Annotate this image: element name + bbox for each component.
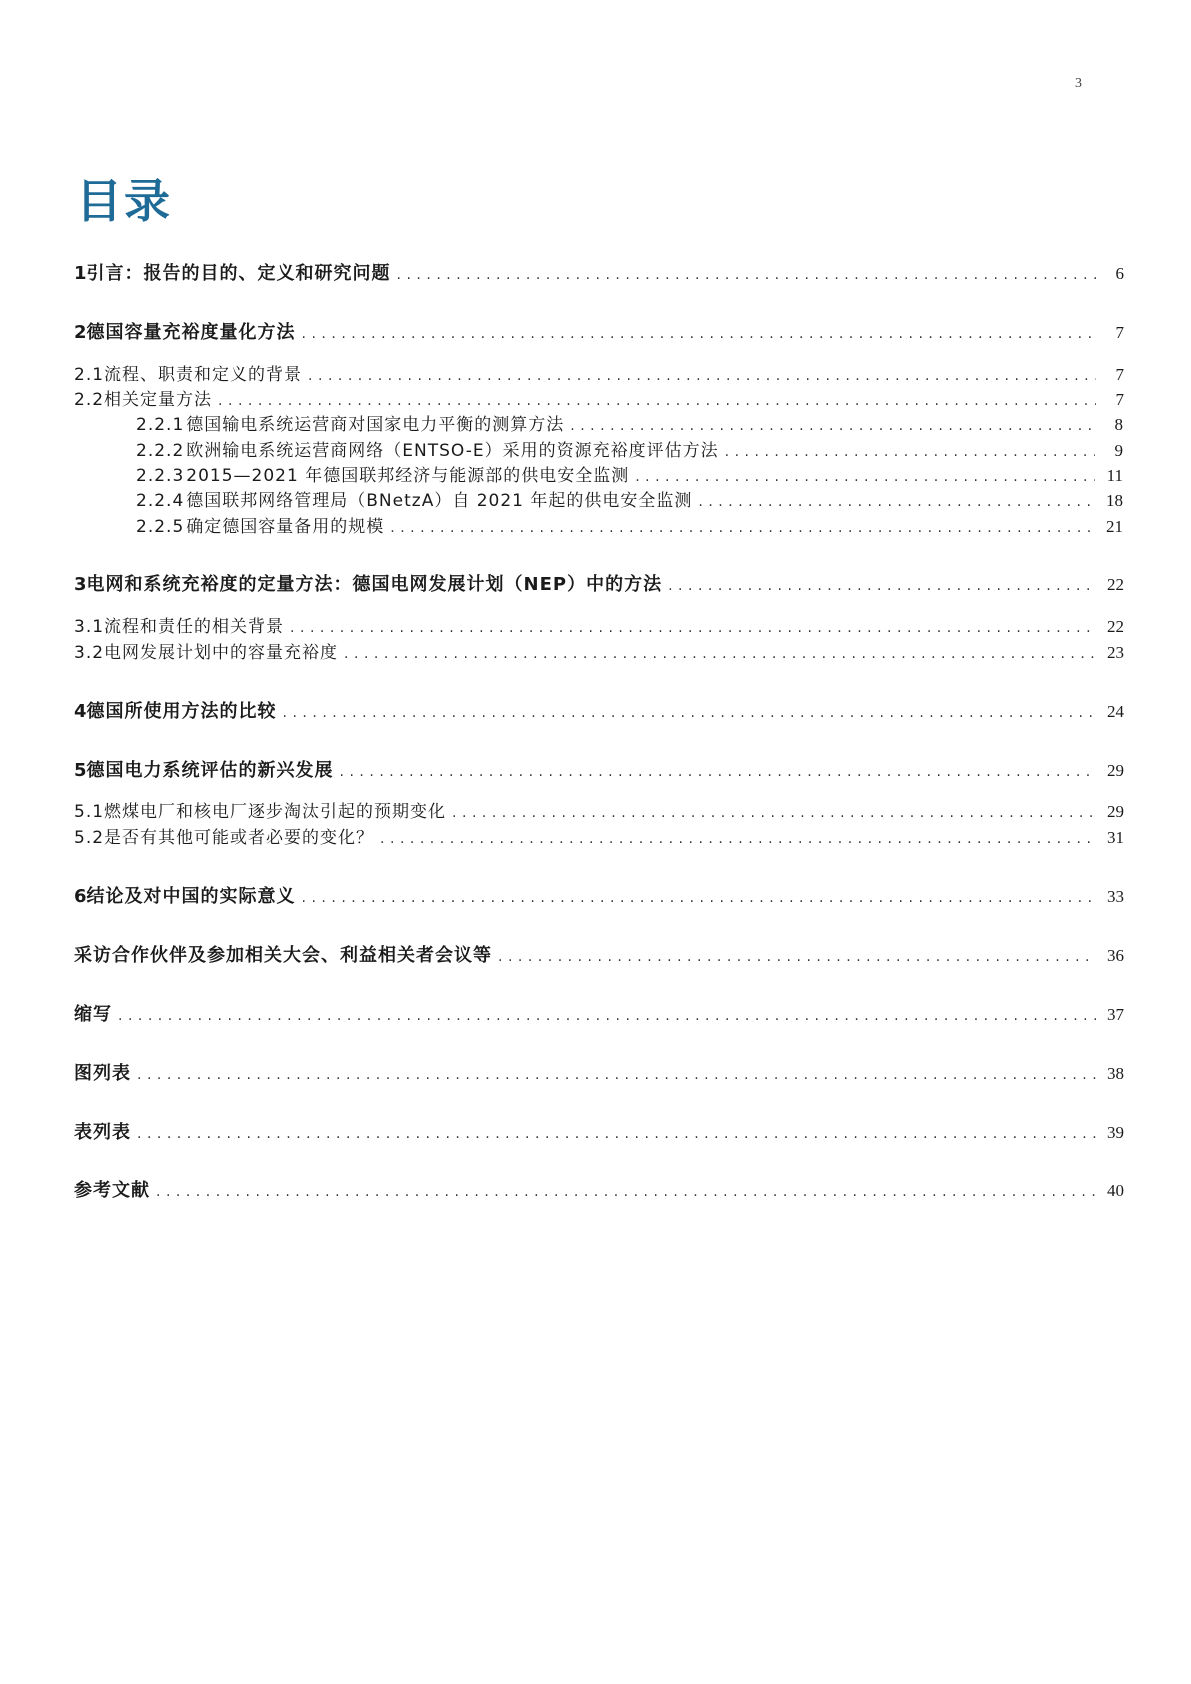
- toc-entry-page: 8: [1114, 415, 1123, 434]
- toc-entry[interactable]: [74, 886, 1124, 909]
- toc-entry[interactable]: [74, 945, 1124, 968]
- toc-entry-number: 4: [74, 701, 87, 722]
- toc-entry-title: 流程、职责和定义的背景: [104, 365, 303, 385]
- toc-entry-page: 38: [1107, 1064, 1124, 1083]
- toc-entry-page: 7: [1115, 365, 1124, 384]
- toc-entry[interactable]: [136, 440, 1123, 463]
- toc-entry[interactable]: [136, 516, 1123, 539]
- toc-entry[interactable]: [74, 1004, 1124, 1027]
- toc-entry-number: 2.2.4: [136, 491, 185, 511]
- dot-leader: [218, 390, 1096, 412]
- toc-entry-page: 11: [1106, 466, 1123, 485]
- toc-entry-page: 40: [1107, 1181, 1124, 1200]
- toc-entry[interactable]: [136, 490, 1123, 513]
- dot-leader: [156, 1181, 1096, 1203]
- toc-entry-title: 流程和责任的相关背景: [104, 617, 285, 637]
- toc-entry-title: 采访合作伙伴及参加相关大会、利益相关者会议等: [74, 945, 492, 966]
- toc-entry[interactable]: [74, 616, 1124, 639]
- toc-entry[interactable]: [74, 574, 1124, 597]
- dot-leader: [380, 828, 1096, 850]
- toc-entry-page: 22: [1107, 617, 1124, 636]
- toc-entry[interactable]: [74, 801, 1124, 824]
- toc-entry-title: 结论及对中国的实际意义: [86, 886, 296, 907]
- dot-leader: [137, 1123, 1096, 1145]
- toc-entry-page: 29: [1107, 761, 1124, 780]
- toc-entry-page: 24: [1107, 702, 1124, 721]
- dot-leader: [498, 946, 1096, 968]
- toc-entry-title: 电网发展计划中的容量充裕度: [104, 643, 339, 663]
- toc-entry-number: 5.1: [74, 802, 105, 822]
- dot-leader: [570, 415, 1095, 437]
- toc-entry-number: 2.1: [74, 365, 105, 385]
- toc-entry-page: 7: [1115, 390, 1124, 409]
- toc-entry[interactable]: [74, 827, 1124, 850]
- toc-entry-title: 德国输电系统运营商对国家电力平衡的测算方法: [186, 415, 565, 435]
- toc-entry[interactable]: [74, 642, 1124, 665]
- dot-leader: [290, 617, 1096, 639]
- toc-entry-number: 2.2: [74, 390, 105, 410]
- dot-leader: [635, 466, 1095, 488]
- toc-entry[interactable]: [74, 389, 1124, 412]
- toc-entry-title: 德国电力系统评估的新兴发展: [86, 760, 334, 781]
- toc-entry-title: 德国联邦网络管理局（BNetzA）自 2021 年起的供电安全监测: [186, 491, 693, 511]
- toc-entry-page: 9: [1114, 441, 1123, 460]
- toc-entry-page: 23: [1107, 643, 1124, 662]
- toc-entry-page: 18: [1106, 491, 1123, 510]
- toc-entry-page: 22: [1107, 575, 1124, 594]
- toc-entry-page: 31: [1107, 828, 1124, 847]
- toc-entry-number: 6: [74, 886, 87, 907]
- dot-leader: [725, 441, 1095, 463]
- toc-entry-page: 29: [1107, 802, 1124, 821]
- toc-entry[interactable]: [74, 1122, 1124, 1145]
- toc-entry-title: 电网和系统充裕度的定量方法：德国电网发展计划（NEP）中的方法: [86, 574, 663, 595]
- toc-entry-number: 3: [74, 574, 87, 595]
- toc-entry-page: 37: [1107, 1005, 1124, 1024]
- toc-entry[interactable]: [74, 263, 1124, 286]
- dot-leader: [390, 517, 1095, 539]
- toc-entry[interactable]: [136, 465, 1123, 488]
- toc-entry[interactable]: [74, 701, 1124, 724]
- toc-entry-title: 图列表: [74, 1063, 131, 1084]
- toc-entry-number: 2.2.3: [136, 466, 185, 486]
- toc-entry[interactable]: [74, 364, 1124, 387]
- toc-entry-title: 欧洲输电系统运营商网络（ENTSO-E）采用的资源充裕度评估方法: [186, 441, 719, 461]
- dot-leader: [118, 1005, 1096, 1027]
- dot-leader: [397, 264, 1096, 286]
- toc-entry-page: 6: [1115, 264, 1124, 283]
- toc-entry-number: 5: [74, 760, 87, 781]
- toc-entry-title: 德国所使用方法的比较: [86, 701, 277, 722]
- toc-entry-title: 2015—2021 年德国联邦经济与能源部的供电安全监测: [186, 466, 630, 486]
- toc-entry-title: 缩写: [74, 1004, 112, 1025]
- dot-leader: [302, 887, 1096, 909]
- toc-entry-title: 引言：报告的目的、定义和研究问题: [86, 263, 391, 284]
- dot-leader: [308, 365, 1096, 387]
- toc-entry-title: 参考文献: [74, 1180, 150, 1201]
- toc-entry-number: 2.2.1: [136, 415, 185, 435]
- dot-leader: [340, 761, 1096, 783]
- toc-entry-title: 德国容量充裕度量化方法: [86, 322, 296, 343]
- toc-entry[interactable]: [74, 1180, 1124, 1203]
- toc-entry-title: 是否有其他可能或者必要的变化？: [104, 828, 375, 848]
- dot-leader: [302, 323, 1096, 345]
- toc-entry-number: 3.1: [74, 617, 105, 637]
- toc-entry-page: 7: [1115, 323, 1124, 342]
- dot-leader: [137, 1064, 1096, 1086]
- toc-entry-page: 33: [1107, 887, 1124, 906]
- toc-entry-title: 燃煤电厂和核电厂逐步淘汰引起的预期变化: [104, 802, 447, 822]
- page-number: 3: [1075, 76, 1082, 91]
- toc-title: 目录: [76, 174, 172, 228]
- toc-entry-page: 39: [1107, 1123, 1124, 1142]
- toc-entry-number: 2.2.2: [136, 441, 185, 461]
- toc-entry[interactable]: [74, 760, 1124, 783]
- toc-entry-number: 5.2: [74, 828, 105, 848]
- toc-entry[interactable]: [136, 414, 1123, 437]
- toc-entry-number: 1: [74, 263, 87, 284]
- toc-entry-title: 确定德国容量备用的规模: [186, 517, 385, 537]
- dot-leader: [283, 702, 1096, 724]
- toc-entry-title: 表列表: [74, 1122, 131, 1143]
- toc-entry[interactable]: [74, 322, 1124, 345]
- toc-entry-number: 2.2.5: [136, 517, 185, 537]
- dot-leader: [452, 802, 1096, 824]
- dot-leader: [668, 575, 1096, 597]
- dot-leader: [344, 643, 1096, 665]
- toc-entry-number: 2: [74, 322, 87, 343]
- toc-entry[interactable]: [74, 1063, 1124, 1086]
- dot-leader: [698, 491, 1095, 513]
- toc-entry-number: 3.2: [74, 643, 105, 663]
- toc-entry-page: 21: [1106, 517, 1123, 536]
- toc-entry-page: 36: [1107, 946, 1124, 965]
- toc-entry-title: 相关定量方法: [104, 390, 213, 410]
